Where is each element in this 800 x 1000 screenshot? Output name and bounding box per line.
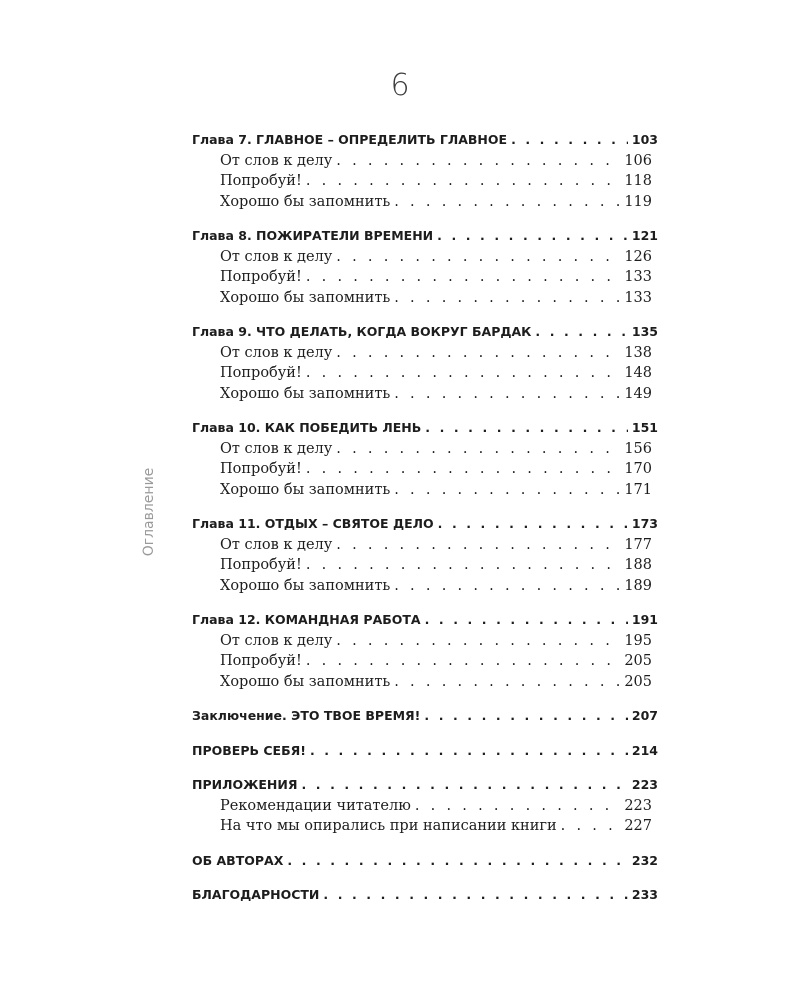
toc-chapter-entry[interactable] — [192, 226, 658, 247]
toc-section-entry-page-number: 227 — [624, 818, 652, 834]
toc-section-entry[interactable] — [192, 459, 658, 480]
toc-section-entry-title: От слов к делу — [220, 344, 333, 361]
toc-chapter-entry-page-number: 214 — [631, 742, 658, 758]
toc-section-entry-title: Хорошо бы запомнить — [220, 385, 391, 402]
toc-section-entry-title: Хорошо бы запомнить — [220, 481, 391, 498]
toc-chapter-entry[interactable] — [192, 610, 658, 631]
toc-section-entry[interactable] — [192, 192, 658, 213]
dot-leader — [561, 816, 620, 837]
toc-chapter-entry-page-number: 207 — [631, 708, 658, 723]
toc-group — [192, 775, 658, 837]
toc-section-entry[interactable] — [192, 363, 658, 384]
toc-section-entry[interactable] — [192, 796, 658, 817]
toc-section-entry-page-number: 133 — [624, 289, 652, 306]
toc-chapter-entry[interactable] — [192, 418, 658, 439]
dot-leader — [394, 672, 620, 693]
toc-section-entry-page-number: 106 — [624, 152, 652, 169]
page-number: 6 — [390, 68, 410, 103]
toc-chapter-entry[interactable] — [192, 741, 658, 762]
toc-section-entry-page-number: 133 — [624, 269, 652, 285]
toc-chapter-entry-title: Глава 8. ПОЖИРАТЕЛИ ВРЕМЕНИ — [192, 228, 434, 243]
dot-leader — [394, 384, 620, 405]
toc-section-entry-page-number: 188 — [624, 557, 652, 573]
toc-section-entry-title: Хорошо бы запомнить — [220, 193, 391, 210]
dot-leader — [306, 459, 620, 480]
toc-section-entry-title: От слов к делу — [220, 248, 333, 265]
dot-leader — [336, 151, 620, 172]
toc-chapter-entry-page-number: 103 — [631, 132, 658, 147]
toc-chapter-entry[interactable] — [192, 851, 658, 872]
toc-section-entry-title: Попробуй! — [220, 557, 302, 573]
toc-section-entry[interactable] — [192, 816, 658, 837]
toc-chapter-entry-page-number: 191 — [631, 612, 658, 627]
toc-chapter-entry[interactable] — [192, 706, 658, 727]
dot-leader — [306, 267, 620, 288]
toc-section-entry-title: От слов к делу — [220, 536, 333, 553]
toc-section-entry-title: Попробуй! — [220, 461, 302, 477]
toc-section-entry[interactable] — [192, 171, 658, 192]
toc-group — [192, 130, 658, 212]
toc-section-entry-page-number: 126 — [624, 248, 652, 265]
dot-leader — [336, 535, 620, 556]
toc-section-entry[interactable] — [192, 555, 658, 576]
dot-leader — [394, 576, 620, 597]
toc-chapter-entry[interactable] — [192, 514, 658, 535]
toc-section-entry-page-number: 223 — [624, 797, 652, 814]
dot-leader — [535, 322, 628, 343]
toc-chapter-entry-page-number: 233 — [631, 887, 658, 902]
toc-section-entry[interactable] — [192, 384, 658, 405]
toc-section-entry-page-number: 119 — [624, 193, 652, 210]
toc-chapter-entry-title: ПРИЛОЖЕНИЯ — [192, 777, 298, 792]
toc-section-entry[interactable] — [192, 576, 658, 597]
toc-group — [192, 322, 658, 404]
toc-chapter-entry-title: БЛАГОДАРНОСТИ — [192, 887, 320, 902]
toc-section-entry[interactable] — [192, 480, 658, 501]
toc-chapter-entry-title: Глава 7. ГЛАВНОЕ – ОПРЕДЕЛИТЬ ГЛАВНОЕ — [192, 132, 508, 147]
toc-chapter-entry-title: ПРОВЕРЬ СЕБЯ! — [192, 742, 306, 758]
toc-chapter-entry-page-number: 135 — [631, 324, 658, 339]
dot-leader — [415, 796, 620, 817]
dot-leader — [306, 171, 620, 192]
dot-leader — [424, 706, 628, 727]
toc-section-entry-title: Хорошо бы запомнить — [220, 673, 391, 690]
toc-chapter-entry-page-number: 121 — [631, 228, 658, 243]
toc-chapter-entry-page-number: 223 — [631, 777, 658, 792]
dot-leader — [336, 631, 620, 652]
dot-leader — [511, 130, 628, 151]
toc-chapter-entry-title: ОБ АВТОРАХ — [192, 852, 284, 868]
toc-group — [192, 610, 658, 692]
toc-section-entry-title: От слов к делу — [220, 152, 333, 169]
toc-chapter-entry[interactable] — [192, 130, 658, 151]
toc-chapter-entry-title: Глава 12. КОМАНДНАЯ РАБОТА — [192, 612, 421, 627]
toc-section-entry-page-number: 118 — [624, 173, 652, 189]
toc-chapter-entry-page-number: 232 — [631, 852, 658, 868]
toc-section-entry-page-number: 171 — [624, 481, 652, 498]
toc-chapter-entry-page-number: 173 — [631, 516, 658, 531]
toc-chapter-entry-title: Глава 9. ЧТО ДЕЛАТЬ, КОГДА ВОКРУГ БАРДАК — [192, 324, 532, 339]
dot-leader — [425, 610, 628, 631]
toc-section-entry-title: Попробуй! — [220, 173, 302, 189]
dot-leader — [394, 192, 620, 213]
toc-section-entry-page-number: 195 — [624, 632, 652, 649]
toc-section-entry-title: На что мы опирались при написании книги — [220, 818, 557, 834]
toc-section-entry-page-number: 156 — [624, 440, 652, 457]
toc-section-entry[interactable] — [192, 267, 658, 288]
toc-group — [192, 706, 658, 727]
toc-chapter-entry-title: Глава 10. КАК ПОБЕДИТЬ ЛЕНЬ — [192, 420, 422, 435]
toc-group — [192, 741, 658, 762]
dot-leader — [287, 851, 628, 872]
toc-chapter-entry-page-number: 151 — [631, 420, 658, 435]
running-section-label: Оглавление — [141, 467, 157, 557]
toc-section-entry-page-number: 170 — [624, 461, 652, 477]
toc-chapter-entry-title: Глава 11. ОТДЫХ – СВЯТОЕ ДЕЛО — [192, 516, 434, 531]
toc-group — [192, 514, 658, 596]
toc-section-entry[interactable] — [192, 288, 658, 309]
dot-leader — [323, 885, 628, 906]
dot-leader — [310, 741, 628, 762]
toc-chapter-entry-title: Заключение. ЭТО ТВОЕ ВРЕМЯ! — [192, 708, 421, 723]
dot-leader — [394, 480, 620, 501]
toc-group — [192, 418, 658, 500]
toc-section-entry-title: От слов к делу — [220, 440, 333, 457]
toc-section-entry-page-number: 148 — [624, 365, 652, 381]
toc-section-entry[interactable] — [192, 672, 658, 693]
dot-leader — [336, 343, 620, 364]
toc-section-entry-title: Рекомендации читателю — [220, 797, 411, 814]
toc-section-entry-title: Попробуй! — [220, 269, 302, 285]
toc-section-entry-title: Попробуй! — [220, 365, 302, 381]
toc-section-entry[interactable] — [192, 439, 658, 460]
dot-leader — [336, 247, 620, 268]
toc-section-entry[interactable] — [192, 343, 658, 364]
toc-section-entry[interactable] — [192, 535, 658, 556]
dot-leader — [394, 288, 620, 309]
dot-leader — [438, 514, 628, 535]
dot-leader — [336, 439, 620, 460]
toc-section-entry[interactable] — [192, 651, 658, 672]
toc-section-entry[interactable] — [192, 247, 658, 268]
dot-leader — [306, 555, 620, 576]
toc-section-entry-page-number: 138 — [624, 344, 652, 361]
toc-section-entry-title: Попробуй! — [220, 653, 302, 669]
dot-leader — [437, 226, 628, 247]
dot-leader — [306, 363, 620, 384]
toc-section-entry-page-number: 205 — [624, 673, 652, 690]
toc-section-entry-page-number: 149 — [624, 385, 652, 402]
toc-group — [192, 226, 658, 308]
toc-group — [192, 851, 658, 872]
toc-section-entry[interactable] — [192, 631, 658, 652]
dot-leader — [306, 651, 620, 672]
toc-section-entry-title: Хорошо бы запомнить — [220, 577, 391, 594]
toc-chapter-entry[interactable] — [192, 885, 658, 906]
toc-section-entry-page-number: 205 — [624, 653, 652, 669]
toc-chapter-entry[interactable] — [192, 322, 658, 343]
toc-group — [192, 885, 658, 906]
toc-section-entry-title: Хорошо бы запомнить — [220, 289, 391, 306]
dot-leader — [301, 775, 627, 796]
toc-section-entry-page-number: 189 — [624, 577, 652, 594]
toc-section-entry-title: От слов к делу — [220, 632, 333, 649]
toc-section-entry[interactable] — [192, 151, 658, 172]
toc-chapter-entry[interactable] — [192, 775, 658, 796]
table-of-contents — [192, 130, 658, 920]
toc-section-entry-page-number: 177 — [624, 536, 652, 553]
dot-leader — [425, 418, 628, 439]
